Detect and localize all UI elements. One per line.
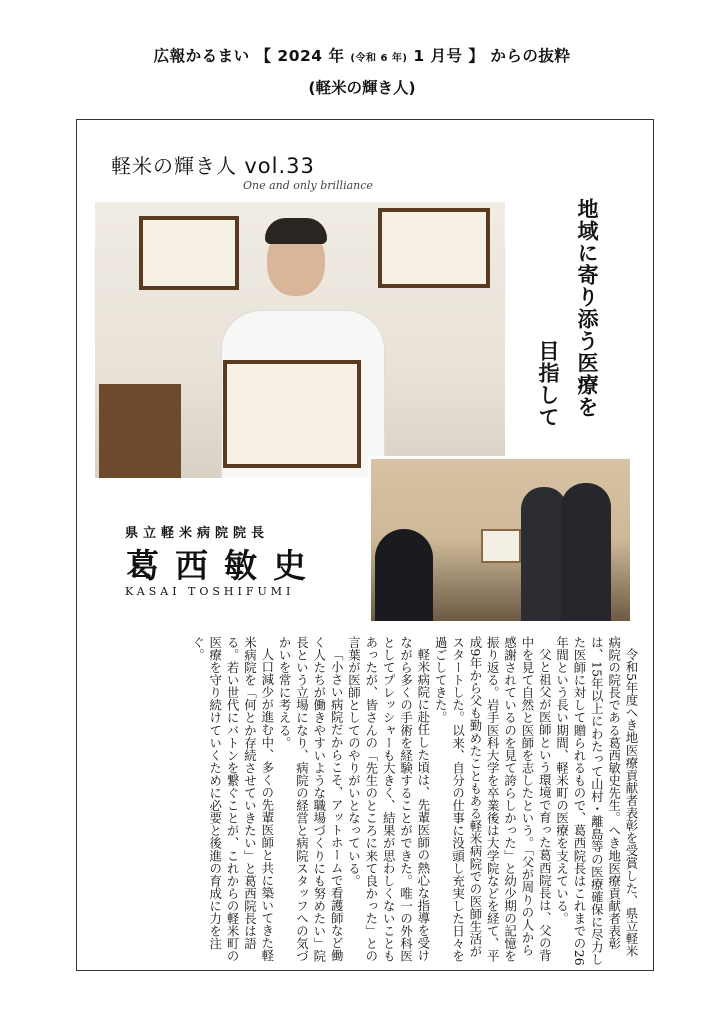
article-body: [91, 636, 640, 966]
person-hair: [265, 218, 327, 244]
person-name: 葛西敏史: [126, 546, 322, 585]
headline-main: 地域に寄り添う医療を: [575, 198, 600, 418]
desk: [99, 384, 181, 478]
paragraph: 令和5年度へき地医療貢献者表彰を受賞した、県立軽米病院の院長である葛西敏史先生。へき地医療貢献者表彰は、15年以上にわたって山村・離島等の医療確保に尽力した医師に対して贈られるもので、葛西院長はこれまでの26年間という長い期間、軽米町の医療を支えている。: [554, 636, 639, 966]
article-frame: [76, 119, 654, 971]
paragraph: 軽米病院に赴任した頃は、先輩医師の熱心な指導を受けながら多くの手術を経験することができた。唯一の外科医としてプレッシャーも大きく、結果が思わしくないこともあったが、皆さんの「先生のところに来て良かった」との言葉が医師としてのやりがいとなっている。: [346, 636, 431, 963]
headline-sub: 目指して: [536, 340, 561, 428]
header-title-post: 1 月号 】 からの抜粋: [413, 47, 571, 65]
paragraph: 人口減少が進む中、多くの先輩医師と共に築いてきた軽米病院を「何とか存続させていきたい」と葛西院長は語る。若い世代にバトンを繋ぐことが、これからの軽米町の医療を守り続けていくために必要と後進の育成に力を注ぐ。: [190, 636, 275, 963]
header-title: [0, 44, 724, 66]
series-name: 軽米の輝き人: [111, 154, 237, 178]
header-title-pre: 広報かるまい 【 2024 年: [153, 47, 345, 65]
portrait-photo: [95, 202, 505, 478]
ceremony-photo: [368, 456, 633, 624]
wall-certificate-left: [139, 216, 239, 290]
paragraph: 「小さい病院だからこそ、アットホームで看護師など働く人たちが働きやすいような職場づくりにも努めたい」院長という立場になり、病院の経営と病院スタッフへの気づかいを常に考える。: [277, 636, 345, 963]
paragraph: 父と祖父が医師という環境で育った葛西院長は、父の背中を見て自然と医師を志したという。「父が周りの人から感謝されているのを見て誇らしかった」と幼少期の記憶を振り返る。岩手医科大学を卒業後は大学院などを経て、平成9年から父も勤めたこともある軽米病院での医師生活がスタートした。以来、自分の仕事に没頭し充実した日々を過ごしてきた。: [433, 636, 553, 963]
presented-certificate: [481, 529, 521, 563]
series-volume: vol.33: [244, 154, 315, 178]
wall-certificate-right: [378, 208, 490, 288]
tagline: One and only brilliance: [243, 179, 373, 192]
person-name-roman: KASAI TOSHIFUMI: [125, 585, 295, 598]
role-label: 県立軽米病院院長: [125, 526, 270, 541]
series-title: [111, 150, 315, 179]
header-title-era: (令和 6 年): [350, 53, 408, 64]
person-right: [561, 483, 611, 621]
person-left: [375, 529, 433, 621]
held-certificate: [223, 360, 361, 468]
header-subtitle: (軽米の輝き人): [308, 79, 416, 97]
